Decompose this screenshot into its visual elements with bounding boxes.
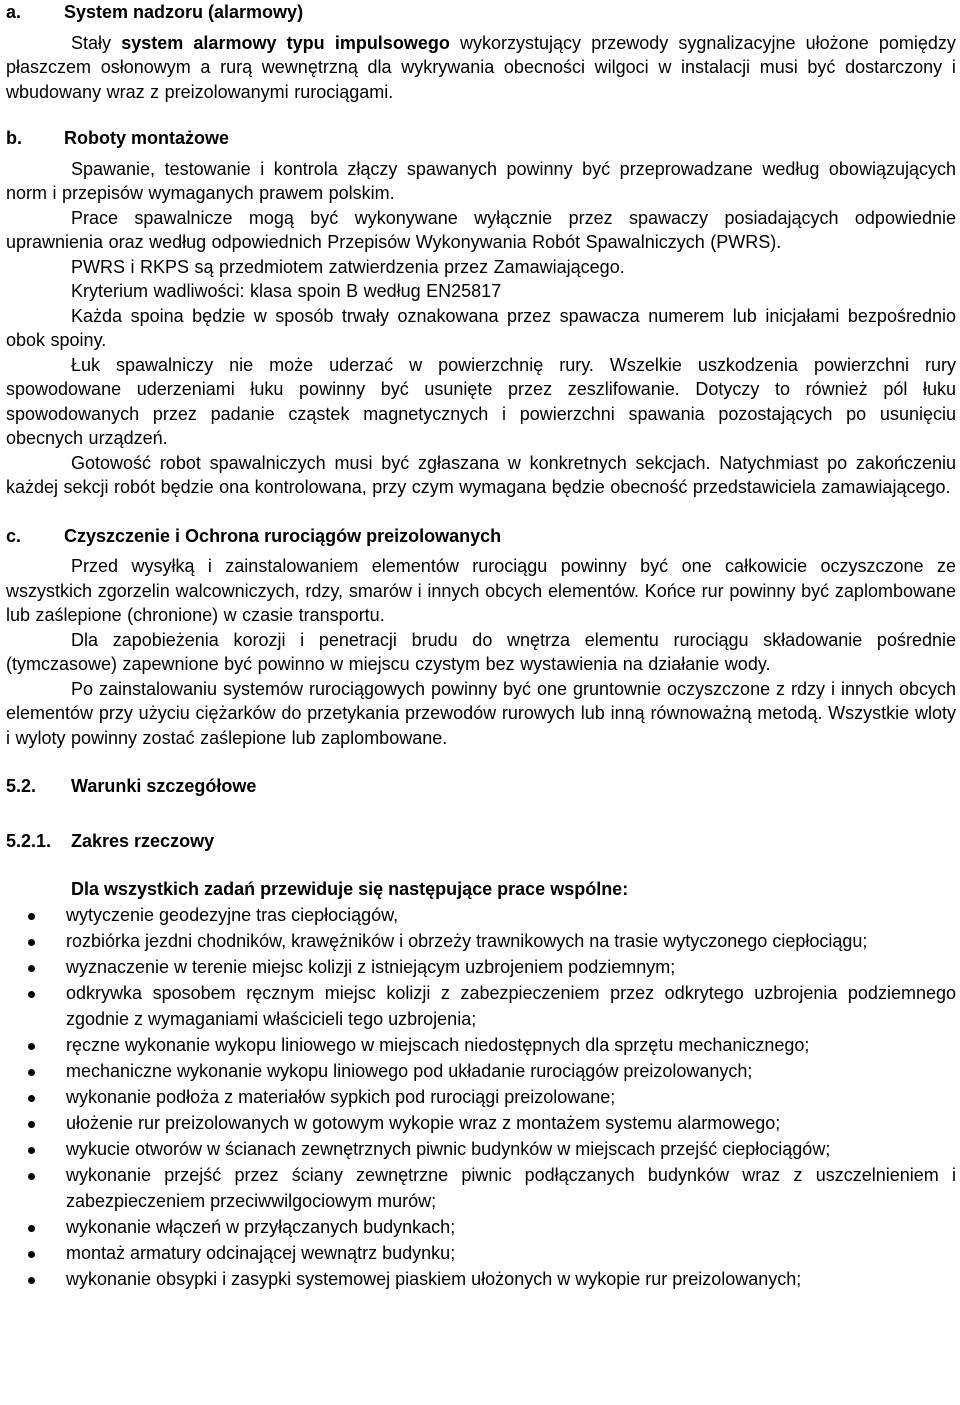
list-item: mechaniczne wykonanie wykopu liniowego pod układanie rurociągów preizolowanych;: [6, 1058, 956, 1084]
list-item: odkrywka sposobem ręcznym miejsc kolizji z zabezpieczeniem przez odkrytego uzbrojenia podziemnego zgodnie z wymaganiami właścicieli tego uzbrojenia;: [6, 980, 956, 1032]
list-item: wykonanie podłoża z materiałów sypkich pod rurociągi preizolowane;: [6, 1084, 956, 1110]
list-item: wykucie otworów w ścianach zewnętrznych piwnic budynków w miejscach przejść ciepłociągów;: [6, 1136, 956, 1162]
section-a-label: a.: [6, 2, 22, 22]
list-item: rozbiórka jezdni chodników, krawężników i obrzeży trawnikowych na trasie wytyczonego ciepłociągu;: [6, 928, 956, 954]
section-5-2-title: Warunki szczegółowe: [71, 776, 257, 796]
section-5-2-1-heading: [6, 829, 956, 854]
section-5-2-1-number: 5.2.1.: [6, 830, 52, 851]
section-a-heading: [6, 0, 956, 25]
list-item: montaż armatury odcinającej wewnątrz budynku;: [6, 1240, 956, 1266]
section-5-2-number: 5.2.: [6, 776, 37, 796]
works-list: [6, 902, 956, 1292]
section-b-paragraph: Łuk spawalniczy nie może uderzać w powierzchnię rury. Wszelkie uszkodzenia powierzchni rury spowodowane uderzeniami łuku powinny być usunięte przez zeszlifowanie. Dotyczy to również pól łuku spowodowanych przez padanie cząstek magnetycznych i powierzchni spawania pozostających po usunięciu obecnych urządzeń.: [6, 354, 956, 448]
list-item: ułożenie rur preizolowanych w gotowym wykopie wraz z montażem systemu alarmowego;: [6, 1110, 956, 1136]
bullet-icon: [28, 913, 35, 920]
document-page: [6, 0, 956, 1292]
section-b-paragraph: Każda spoina będzie w sposób trwały oznakowana przez spawacza numerem lub inicjałami bezpośrednio obok spoiny.: [6, 305, 956, 350]
section-b-paragraph: PWRS i RKPS są przedmiotem zatwierdzenia przez Zamawiającego.: [71, 256, 625, 277]
list-item: ręczne wykonanie wykopu liniowego w miejscach niedostępnych dla sprzętu mechanicznego;: [6, 1032, 956, 1058]
bullet-icon: [28, 1277, 35, 1284]
list-item: wykonanie obsypki i zasypki systemowej piaskiem ułożonych w wykopie rur preizolowanych;: [6, 1266, 956, 1292]
bullet-icon: [28, 1147, 35, 1154]
bullet-icon: [28, 1069, 35, 1076]
list-item: wyznaczenie w terenie miejsc kolizji z istniejącym uzbrojeniem podziemnym;: [6, 954, 956, 980]
bullet-icon: [28, 1173, 35, 1180]
section-5-2-1-title: Zakres rzeczowy: [71, 830, 215, 851]
section-b-title: Roboty montażowe: [64, 128, 229, 148]
section-b-paragraph: Spawanie, testowanie i kontrola złączy spawanych powinny być przeprowadzane według obowiązujących norm i przepisów wymaganych prawem polskim.: [6, 158, 956, 203]
section-c-paragraph: Przed wysyłką i zainstalowaniem elementów rurociągu powinny być one całkowicie oczyszczone ze wszystkich zgorzelin walcowniczych, rdzy, smarów i innych obcych elementów. Końce rur powinny być zaplombowane lub zaślepione (chronione) w czasie transportu.: [6, 556, 956, 625]
bullet-icon: [28, 1043, 35, 1050]
section-c-paragraph: Dla zapobieżenia korozji i penetracji brudu do wnętrza elementu rurociągu składowanie pośrednie (tymczasowe) zapewnione być powinno w miejscu czystym bez wystawienia na działanie wody.: [6, 629, 956, 674]
bullet-icon: [28, 1251, 35, 1258]
section-c-heading: [6, 524, 956, 549]
section-c-title: Czyszczenie i Ochrona rurociągów preizolowanych: [64, 525, 502, 546]
section-c-label: c.: [6, 525, 22, 546]
bullet-icon: [28, 939, 35, 946]
section-a-paragraph: Stały system alarmowy typu impulsowego wykorzystujący przewody sygnalizacyjne ułożone pomiędzy płaszczem osłonowym a rurą wewnętrzną dla wykrywania obecności wilgoci w instalacji musi być dostarczony i wbudowany wraz z preizolowanymi rurociągami.: [6, 32, 956, 102]
list-item: wykonanie włączeń w przyłączanych budynkach;: [6, 1214, 956, 1240]
bullet-icon: [28, 1225, 35, 1232]
section-b-paragraph: Gotowość robot spawalniczych musi być zgłaszana w konkretnych sekcjach. Natychmiast po zakończeniu każdej sekcji robót będzie ona kontrolowana, przy czym wymagana będzie obecność przedstawiciela zamawiającego.: [6, 452, 956, 497]
list-item: wytyczenie geodezyjne tras ciepłociągów,: [6, 902, 956, 928]
section-b-heading: [6, 126, 956, 151]
section-b-paragraph: Prace spawalnicze mogą być wykonywane wyłącznie przez spawaczy posiadających odpowiednie uprawnienia oraz według odpowiednich Przepisów Wykonywania Robót Spawalniczych (PWRS).: [6, 207, 956, 252]
section-c-paragraph: Po zainstalowaniu systemów rurociągowych powinny być one gruntownie oczyszczone z rdzy i innych obcych elementów przy użyciu ciężarków do przetykania przewodów rurowych lub inną równoważną metodą. Wszystkie wloty i wyloty powinny zostać zaślepione lub zaplombowane.: [6, 678, 956, 748]
bullet-icon: [28, 1095, 35, 1102]
section-5-2-1-intro: Dla wszystkich zadań przewiduje się następujące prace wspólne:: [71, 879, 629, 899]
list-item: wykonanie przejść przez ściany zewnętrzne piwnic podłączanych budynków wraz z uszczelnieniem i zabezpieczeniem przeciwwilgociowym murów;: [6, 1162, 956, 1214]
section-a-title: System nadzoru (alarmowy): [64, 2, 304, 22]
section-b-label: b.: [6, 128, 22, 148]
section-b-paragraph: Kryterium wadliwości: klasa spoin B według EN25817: [71, 281, 502, 301]
bullet-icon: [28, 965, 35, 972]
section-5-2-heading: [6, 774, 956, 799]
bullet-icon: [28, 1121, 35, 1128]
bullet-icon: [28, 991, 35, 998]
